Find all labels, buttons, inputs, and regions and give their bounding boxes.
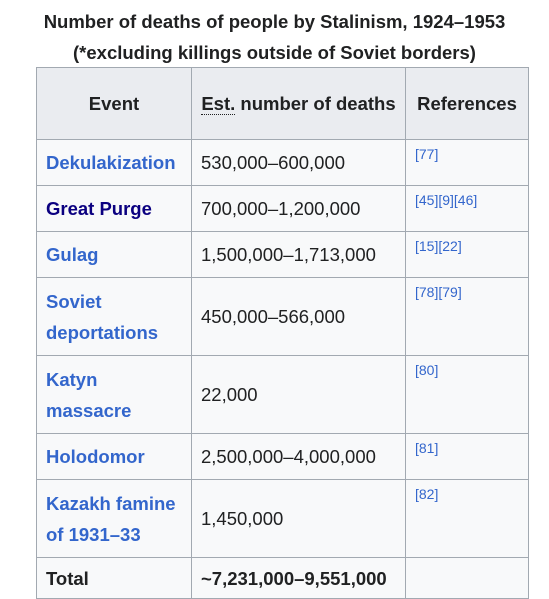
table-row [37,278,529,356]
event-link-gulag[interactable]: Gulag [46,244,99,265]
event-cell [37,278,192,356]
event-cell [37,356,192,434]
table-row [37,140,529,186]
deaths-cell: 2,500,000–4,000,000 [192,434,406,480]
header-event: Event [37,68,192,140]
table-row [37,434,529,480]
header-deaths [192,68,406,140]
reference-links[interactable]: [15][22] [406,232,529,278]
reference-links[interactable]: [82] [406,480,529,558]
event-cell [37,140,192,186]
table-row [37,232,529,278]
deaths-cell: 450,000–566,000 [192,278,406,356]
deaths-cell: 22,000 [192,356,406,434]
reference-links[interactable]: [77] [406,140,529,186]
caption-note: (*excluding killings outside of Soviet borders) [73,42,476,63]
event-link-great-purge[interactable]: Great Purge [46,198,152,219]
deaths-table [36,67,529,599]
table-row [37,356,529,434]
event-cell [37,232,192,278]
event-cell [37,186,192,232]
event-link-holodomor[interactable]: Holodomor [46,446,145,467]
event-link-soviet-deportations[interactable]: Soviet deportations [46,290,159,343]
total-references [406,558,529,599]
est-abbreviation[interactable]: Est. [201,93,236,114]
table-row [37,480,529,558]
header-references: References [406,68,529,140]
header-deaths-label: number of deaths [235,93,396,114]
header-row [37,68,529,140]
deaths-cell: 530,000–600,000 [192,140,406,186]
table-row [37,186,529,232]
deaths-cell: 700,000–1,200,000 [192,186,406,232]
caption-title: Number of deaths of people by Stalinism, 1924–1953 [43,11,506,32]
reference-links[interactable]: [81] [406,434,529,480]
event-link-katyn-massacre[interactable]: Katyn massacre [46,368,132,421]
deaths-cell: 1,500,000–1,713,000 [192,232,406,278]
event-cell [37,480,192,558]
event-cell [37,434,192,480]
deaths-cell: 1,450,000 [192,480,406,558]
reference-links[interactable]: [78][79] [406,278,529,356]
total-label: Total [37,558,192,599]
event-link-kazakh-famine[interactable]: Kazakh famine of 1931–33 [46,492,176,545]
total-deaths: ~7,231,000–9,551,000 [192,558,406,599]
reference-links[interactable]: [80] [406,356,529,434]
table-caption [0,6,549,68]
event-link-dekulakization[interactable]: Dekulakization [46,152,176,173]
reference-links[interactable]: [45][9][46] [406,186,529,232]
total-row [37,558,529,599]
